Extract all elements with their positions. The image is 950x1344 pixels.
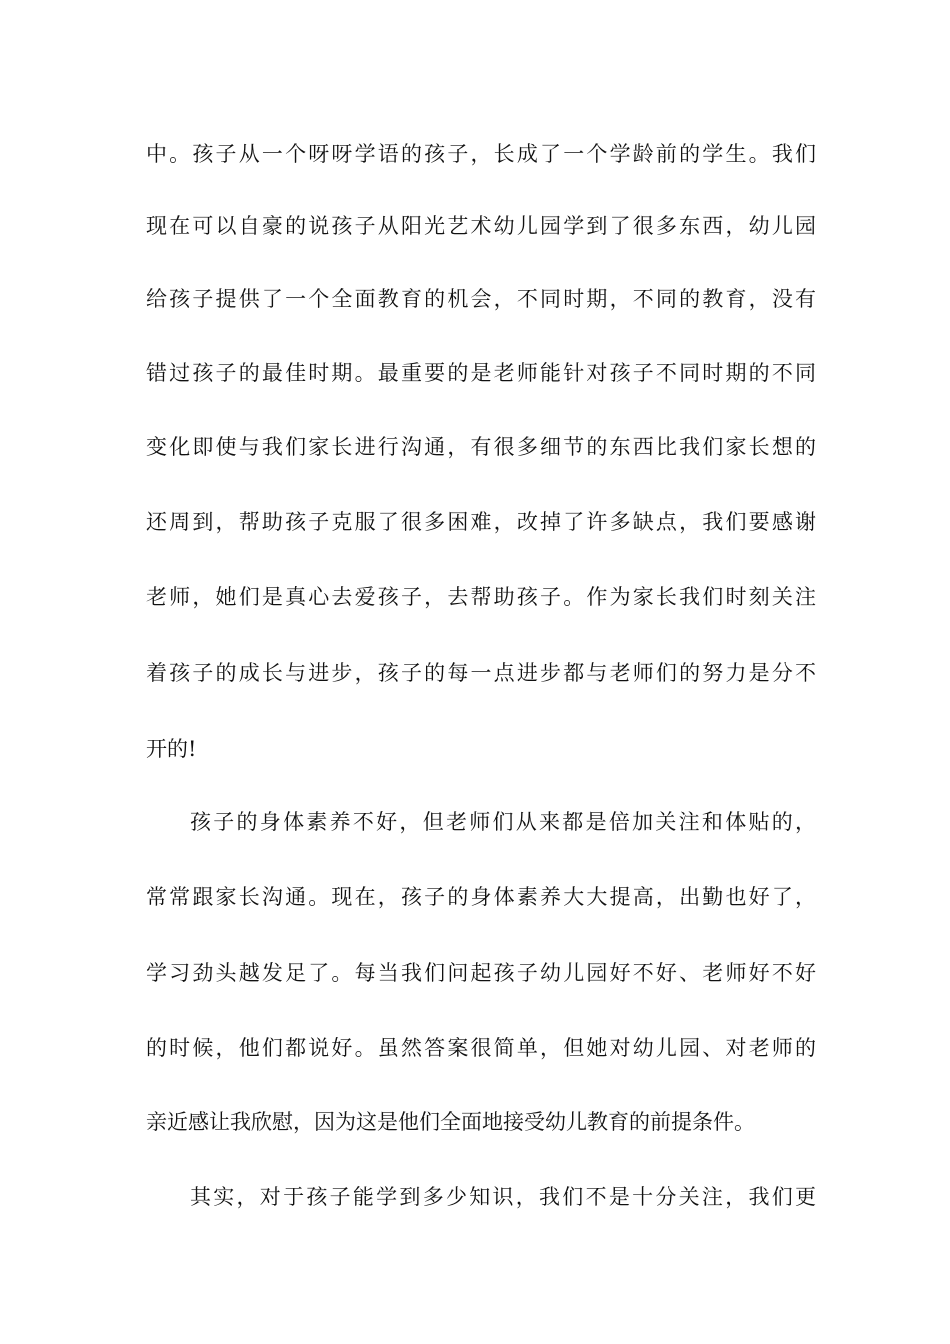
text-line: 现在可以自豪的说孩子从阳光艺术幼儿园学到了很多东西，幼儿园 (146, 214, 816, 238)
text-line: 学习劲头越发足了。每当我们问起孩子幼儿园好不好、老师好不好 (146, 961, 816, 985)
text-line: 着孩子的成长与进步，孩子的每一点进步都与老师们的努力是分不 (146, 661, 816, 685)
paragraph-first-line: 孩子的身体素养不好，但老师们从来都是倍加关注和体贴的， (190, 810, 816, 834)
text-line-paragraph-end: 亲近感让我欣慰，因为这是他们全面地接受幼儿教育的前提条件。 (146, 1110, 755, 1134)
text-line: 常常跟家长沟通。现在，孩子的身体素养大大提高，出勤也好了， (146, 885, 816, 909)
text-line-paragraph-end: 开的! (146, 737, 197, 761)
text-line: 还周到，帮助孩子克服了很多困难，改掉了许多缺点，我们要感谢 (146, 510, 816, 534)
text-line: 的时候，他们都说好。虽然答案很简单，但她对幼儿园、对老师的 (146, 1036, 816, 1060)
text-line: 给孩子提供了一个全面教育的机会，不同时期，不同的教育，没有 (146, 287, 816, 311)
text-line: 变化即使与我们家长进行沟通，有很多细节的东西比我们家长想的 (146, 435, 816, 459)
paragraph-first-line: 其实，对于孩子能学到多少知识，我们不是十分关注，我们更 (190, 1185, 816, 1209)
text-line: 老师，她们是真心去爱孩子，去帮助孩子。作为家长我们时刻关注 (146, 585, 816, 609)
text-line: 中。孩子从一个呀呀学语的孩子，长成了一个学龄前的学生。我们 (146, 142, 816, 166)
text-line: 错过孩子的最佳时期。最重要的是老师能针对孩子不同时期的不同 (146, 361, 816, 385)
